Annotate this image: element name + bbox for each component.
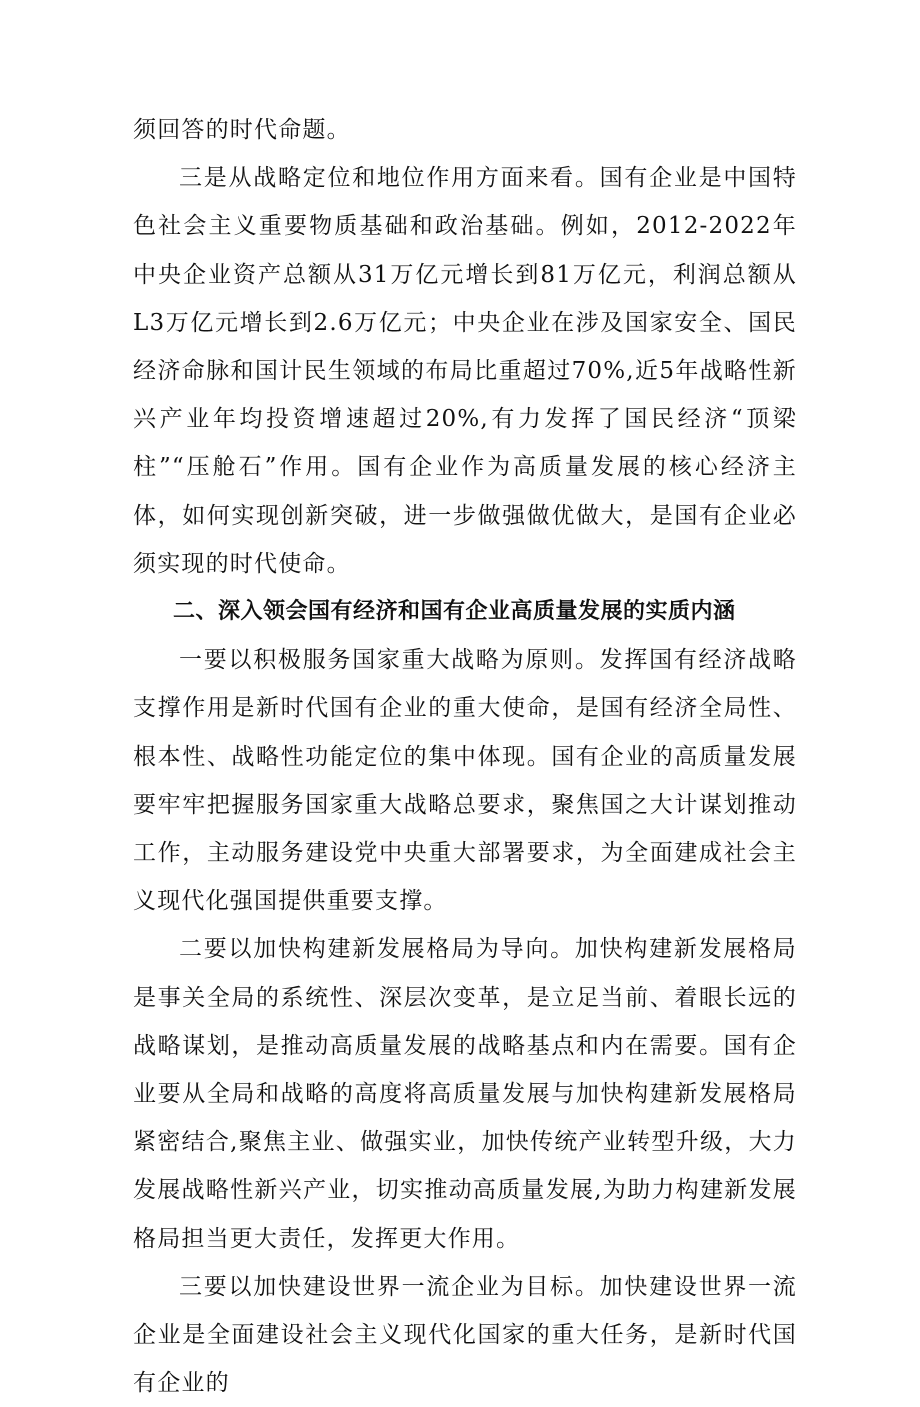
paragraph-world-class-enterprise: 三要以加快建设世界一流企业为目标。加快建设世界一流企业是全面建设社会主义现代化国家的重大任务，是新时代国有企业的: [133, 1273, 797, 1397]
paragraph-new-development-pattern: 二要以加快构建新发展格局为导向。加快构建新发展格局是事关全局的系统性、深层次变革，是立足当前、着眼长远的战略谋划，是推动高质量发展的战略基点和内在需要。国有企业要从全局和战略的高度将高质量发展与加快构建新发展格局紧密结合,聚焦主业、做强实业，加快传统产业转型升级，大力发展战略性新兴产业，切实推动高质量发展,为助力构建新发展格局担当更大责任，发挥更大作用。: [133, 936, 797, 1252]
document-body: [133, 106, 797, 1407]
paragraph-national-strategy: 一要以积极服务国家重大战略为原则。发挥国有经济战略支撑作用是新时代国有企业的重大使命，是国有经济全局性、根本性、战略性功能定位的集中体现。国有企业的高质量发展要牢牢把握服务国家重大战略总要求，聚焦国之大计谋划推动工作，主动服务建设党中央重大部署要求，为全面建成社会主义现代化强国提供重要支撑。: [133, 647, 797, 915]
paragraph-continuation: 须回答的时代命题。: [133, 117, 351, 143]
section-heading: 二、深入领会国有经济和国有企业高质量发展的实质内涵: [173, 599, 736, 625]
paragraph-strategic-positioning: 三是从战略定位和地位作用方面来看。国有企业是中国特色社会主义重要物质基础和政治基础。例如，2012-2022年中央企业资产总额从31万亿元增长到81万亿元，利润总额从L3万亿元增长到2.6万亿元；中央企业在涉及国家安全、国民经济命脉和国计民生领域的布局比重超过70%,近5年战略性新兴产业年均投资增速超过20%,有力发挥了国民经济“顶梁柱”“压舱石”作用。国有企业作为高质量发展的核心经济主体，如何实现创新突破，进一步做强做优做大，是国有企业必须实现的时代使命。: [133, 165, 797, 577]
